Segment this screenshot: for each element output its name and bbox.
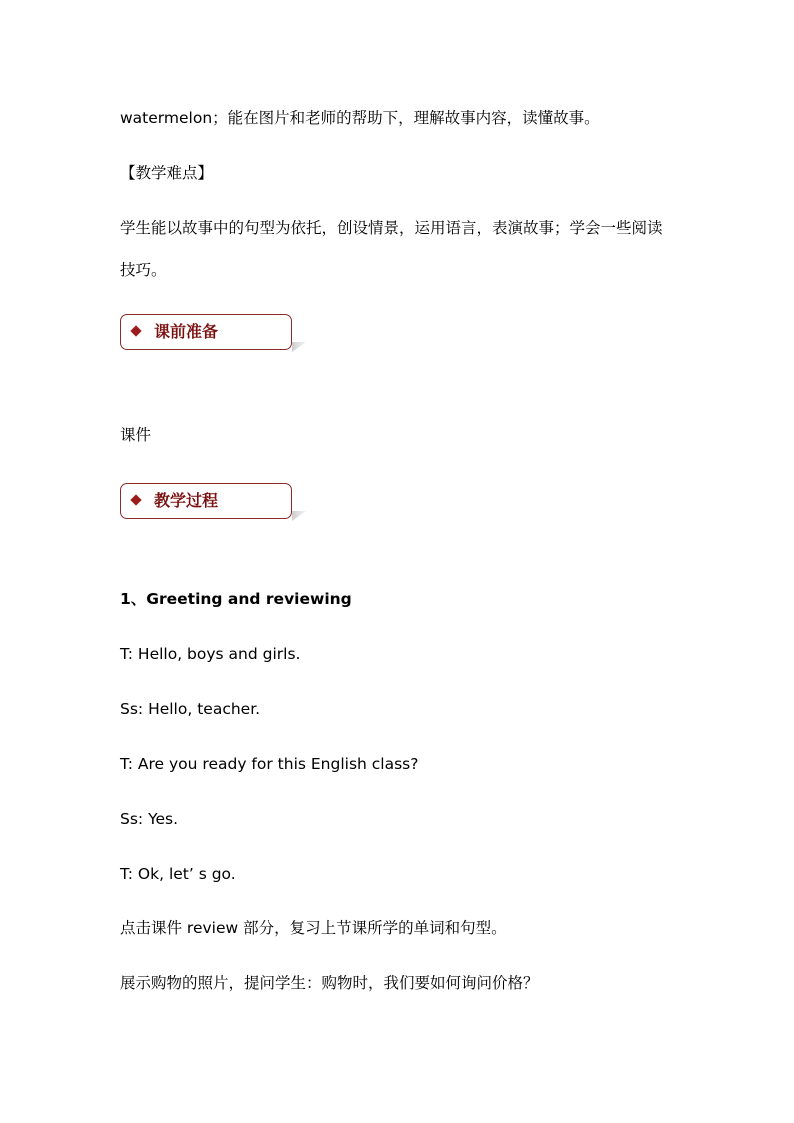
text-line-objective-end: watermelon；能在图片和老师的帮助下，理解故事内容，读懂故事。: [120, 109, 600, 127]
section-header-process: [120, 483, 292, 519]
dialogue-line: Ss: Yes.: [120, 810, 179, 828]
dialogue-line: T: Hello, boys and girls.: [120, 645, 301, 663]
text-line-difficulty-1: 学生能以故事中的句型为依托，创设情景，运用语言，表演故事；学会一些阅读: [120, 219, 663, 237]
dialogue-line: T: Are you ready for this English class?: [120, 755, 419, 773]
dialogue-line: Ss: Hello, teacher.: [120, 700, 261, 718]
section-shadow-tail: [292, 511, 306, 521]
section-title-prep: 课前准备: [154, 322, 219, 341]
text-line-difficulty-2: 技巧。: [120, 261, 167, 279]
text-line-materials: 课件: [120, 426, 152, 444]
section-header-prep: [120, 314, 292, 350]
text-line-review: 点击课件 review 部分，复习上节课所学的单词和句型。: [120, 919, 507, 937]
text-line-question: 展示购物的照片，提问学生：购物时，我们要如何询问价格？: [120, 974, 539, 992]
dialogue-line: T: Ok, let’ s go.: [120, 865, 236, 883]
section-shadow-tail: [292, 342, 306, 352]
heading-teaching-difficulty: 【教学难点】: [120, 164, 214, 182]
section-title-process: 教学过程: [154, 491, 219, 510]
step-heading-greeting: 1、Greeting and reviewing: [120, 590, 352, 608]
